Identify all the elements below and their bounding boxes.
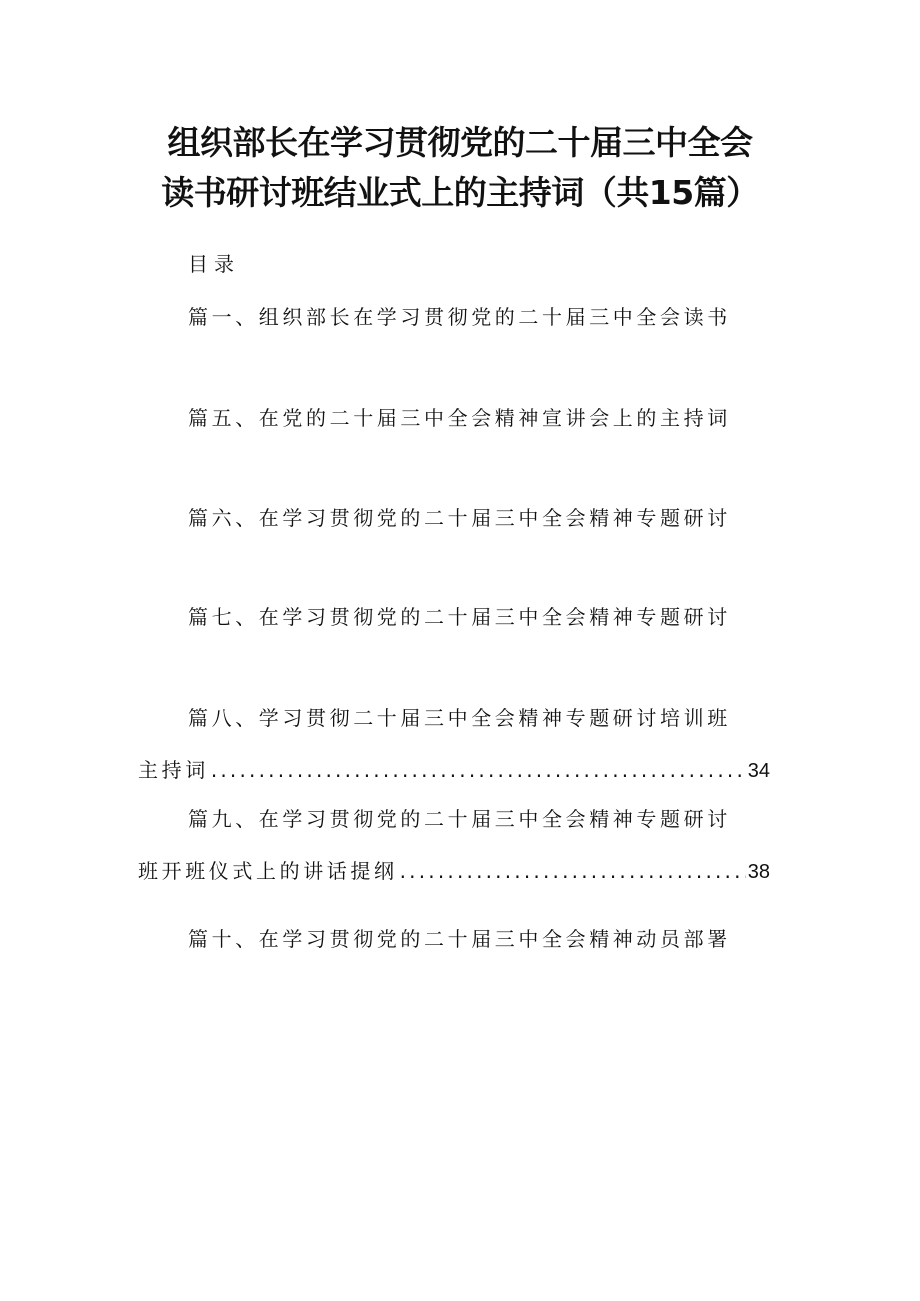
toc-dot-leader (400, 857, 746, 885)
toc-entry-6[interactable]: 篇六、在学习贯彻党的二十届三中全会精神专题研讨 (188, 506, 731, 530)
toc-heading: 目录 (188, 252, 240, 276)
toc-entry-7[interactable]: 篇七、在学习贯彻党的二十届三中全会精神专题研讨 (188, 605, 731, 629)
toc-entry-1[interactable]: 篇一、组织部长在学习贯彻党的二十届三中全会读书 (188, 305, 731, 329)
toc-dot-leader (211, 756, 746, 784)
toc-entry-8-page-number: 34 (747, 760, 770, 782)
document-title-line-2: 读书研讨班结业式上的主持词（共15篇） (161, 173, 759, 212)
toc-entry-9-continuation[interactable] (138, 857, 770, 886)
toc-entry-8[interactable]: 篇八、学习贯彻二十届三中全会精神专题研讨培训班 (188, 706, 731, 730)
document-title (0, 118, 920, 218)
toc-entry-9-page-number: 38 (747, 861, 770, 883)
toc-entry-9-continuation-text: 班开班仪式上的讲话提纲 (138, 859, 398, 883)
toc-entry-8-continuation[interactable] (138, 756, 770, 785)
toc-entry-5[interactable]: 篇五、在党的二十届三中全会精神宣讲会上的主持词 (188, 406, 731, 430)
toc-entry-8-continuation-text: 主持词 (138, 758, 209, 782)
toc-entry-10[interactable]: 篇十、在学习贯彻党的二十届三中全会精神动员部署 (188, 927, 731, 951)
document-title-line-1: 组织部长在学习贯彻党的二十届三中全会 (167, 123, 753, 162)
toc-entry-9[interactable]: 篇九、在学习贯彻党的二十届三中全会精神专题研讨 (188, 807, 731, 831)
